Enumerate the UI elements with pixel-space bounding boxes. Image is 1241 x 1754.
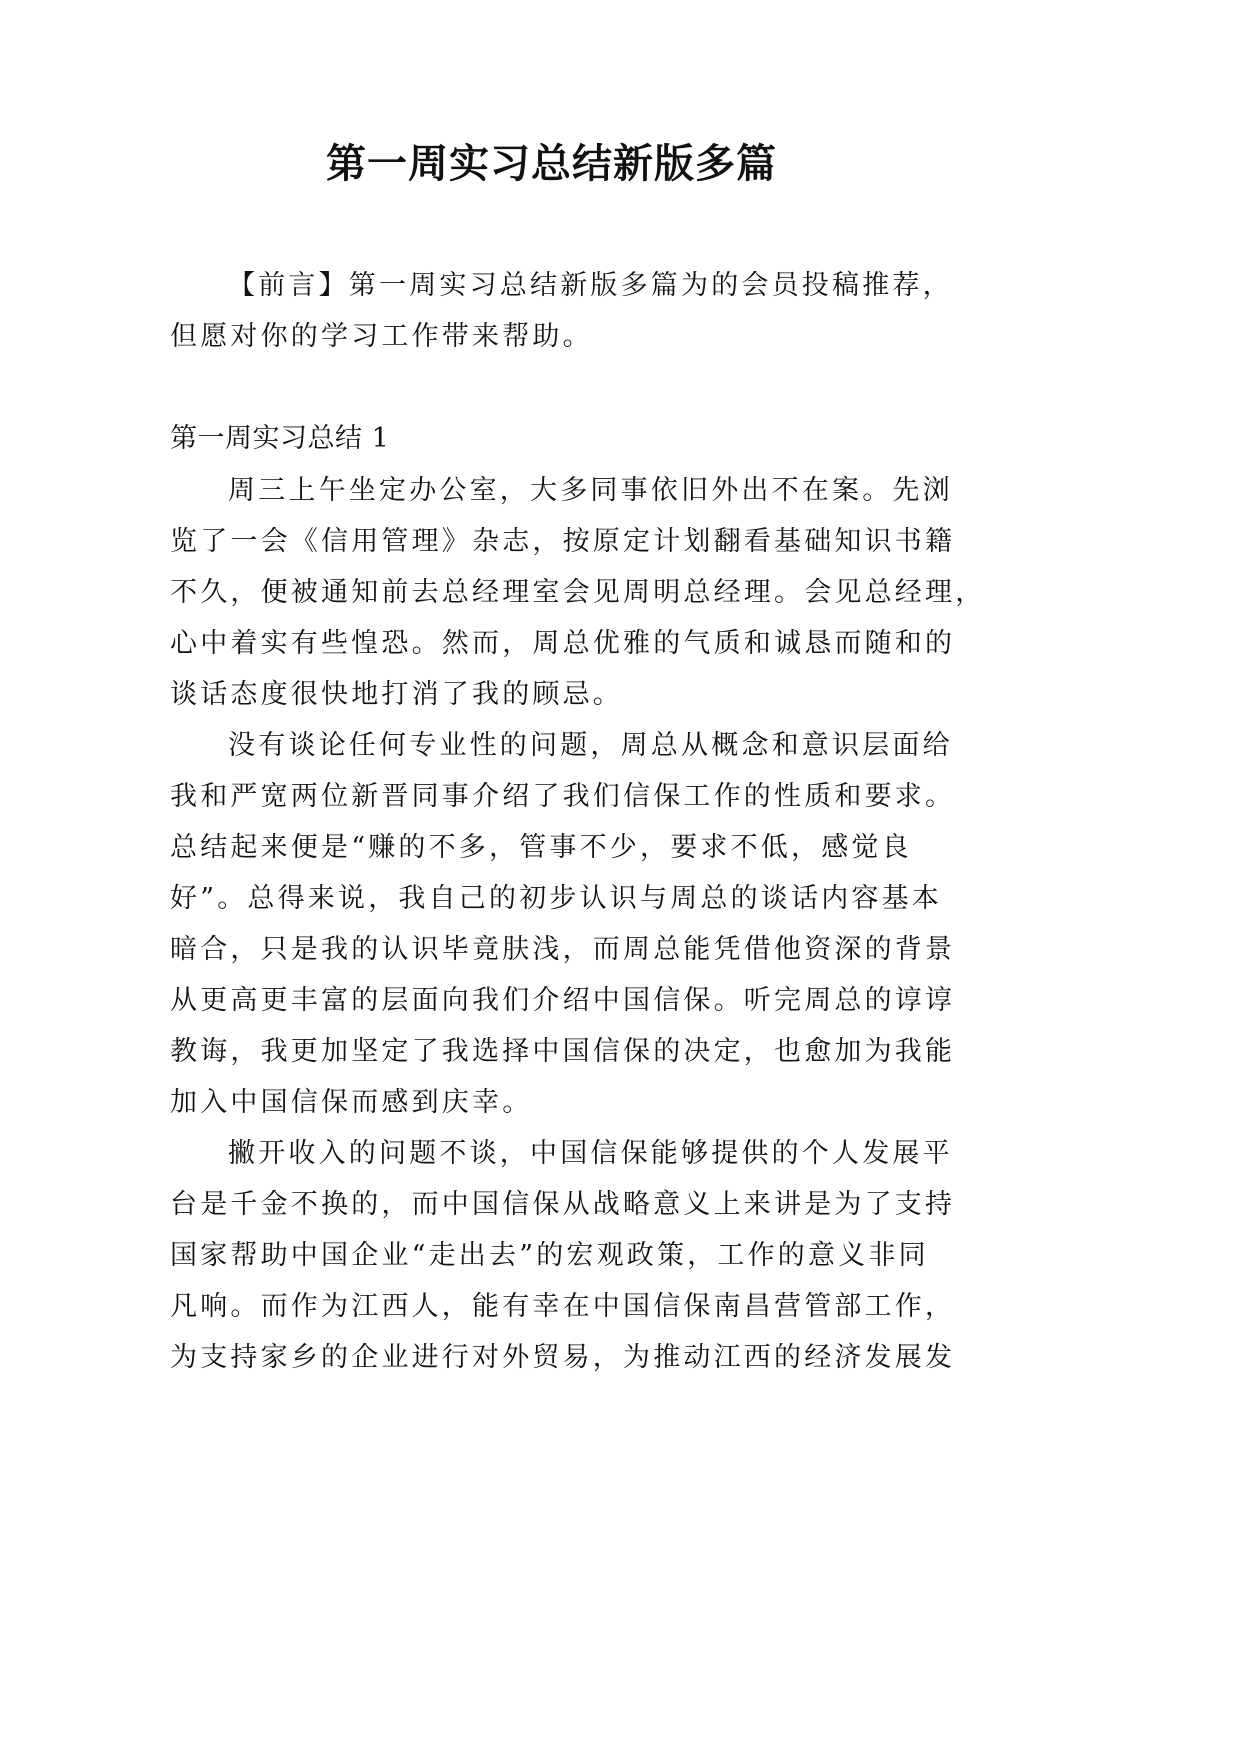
paragraph-line: 我和严宽两位新晋同事介绍了我们信保工作的性质和要求。 xyxy=(170,781,956,812)
paragraph-line: 没有谈论任何专业性的问题，周总从概念和意识层面给 xyxy=(228,730,953,761)
paragraph-line: 国家帮助中国企业“走出去”的宏观政策，工作的意义非同 xyxy=(170,1240,929,1271)
paragraph-line: 览了一会《信用管理》杂志，按原定计划翻看基础知识书籍 xyxy=(170,526,956,557)
paragraph-line: 心中着实有些惶恐。然而，周总优雅的气质和诚恳而随和的 xyxy=(170,628,956,659)
section-heading: 第一周实习总结 1 xyxy=(170,423,390,454)
paragraph-line: 总结起来便是“赚的不多，管事不少，要求不低，感觉良 xyxy=(170,832,912,863)
paragraph-line: 谈话态度很快地打消了我的顾忌。 xyxy=(170,679,623,710)
paragraph-line: 从更高更丰富的层面向我们介绍中国信保。听完周总的谆谆 xyxy=(170,985,956,1016)
paragraph-line: 好”。总得来说，我自己的初步认识与周总的谈话内容基本 xyxy=(170,883,943,914)
paragraph-line: 撇开收入的问题不谈，中国信保能够提供的个人发展平 xyxy=(228,1138,953,1169)
paragraph-line: 凡响。而作为江西人，能有幸在中国信保南昌营管部工作， xyxy=(170,1291,956,1322)
document-title: 第一周实习总结新版多篇 xyxy=(326,141,777,187)
preface-line: 但愿对你的学习工作带来帮助。 xyxy=(170,321,593,352)
paragraph-line: 为支持家乡的企业进行对外贸易，为推动江西的经济发展发 xyxy=(170,1342,956,1373)
paragraph-line: 加入中国信保而感到庆幸。 xyxy=(170,1087,533,1118)
paragraph-line: 不久，便被通知前去总经理室会见周明总经理。会见总经理， xyxy=(170,577,986,608)
paragraph-line: 暗合，只是我的认识毕竟肤浅，而周总能凭借他资深的背景 xyxy=(170,934,956,965)
preface-line: 【前言】第一周实习总结新版多篇为的会员投稿推荐， xyxy=(228,270,953,301)
paragraph-line: 周三上午坐定办公室，大多同事依旧外出不在案。先浏 xyxy=(228,475,953,506)
paragraph-line: 台是千金不换的，而中国信保从战略意义上来讲是为了支持 xyxy=(170,1189,956,1220)
paragraph-line: 教诲，我更加坚定了我选择中国信保的决定，也愈加为我能 xyxy=(170,1036,956,1067)
